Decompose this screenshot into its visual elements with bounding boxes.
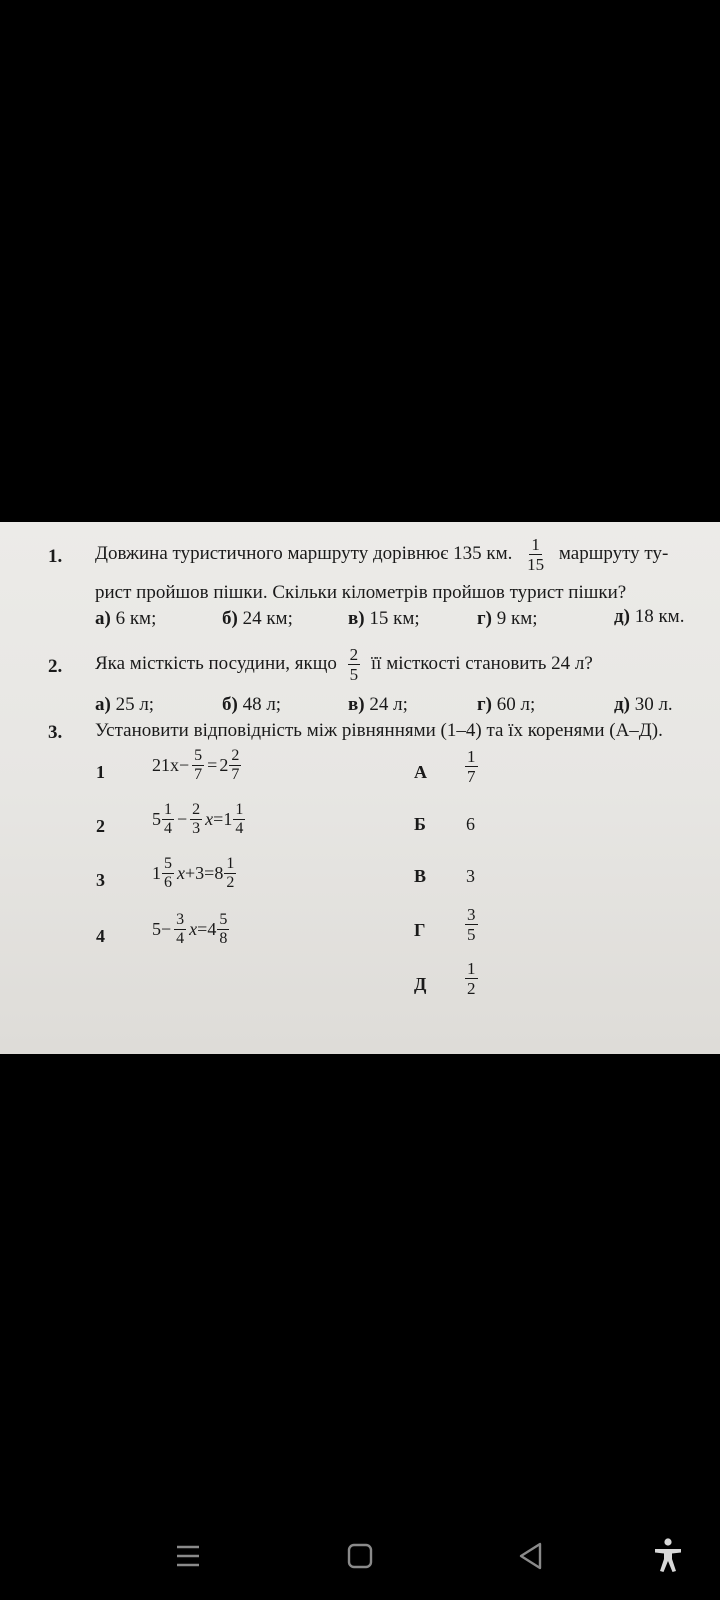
root-e-fraction [465, 960, 478, 997]
q2-option-c-value: 24 л; [369, 694, 408, 715]
equation-1-term: 21x [152, 755, 179, 775]
equation-1-op1: − [179, 755, 190, 775]
q2-option-d-label: г) [477, 694, 492, 715]
q1-option-b-value: 24 км; [242, 608, 293, 629]
root-d-num: 3 [467, 905, 476, 924]
q1-frac-num: 1 [531, 535, 540, 554]
equation-3-frac2-num: 1 [226, 855, 235, 872]
q1-option-b [222, 608, 293, 630]
q3-text: Установити відповідність між рівняннями (1–4) та їх коренями (А–Д). [95, 720, 663, 741]
root-label-c: В [414, 866, 427, 886]
equation-2-frac2-num: 1 [235, 801, 244, 818]
q1-option-c [348, 608, 420, 630]
q1-option-e [614, 606, 684, 628]
root-label-e: Д [414, 974, 427, 994]
equation-1-frac1 [192, 748, 204, 783]
q1-fraction [525, 536, 546, 573]
q1-text-line1 [95, 536, 668, 573]
q1-option-a-value: 6 км; [115, 608, 157, 629]
root-value-b: 6 [466, 814, 475, 834]
q2-option-d [477, 694, 535, 716]
equation-2-frac0 [162, 802, 174, 837]
q1-number: 1. [48, 546, 63, 567]
root-label-d: Г [414, 920, 426, 940]
equation-2-frac1-num: 2 [192, 801, 201, 818]
q1-option-b-label: б) [222, 608, 238, 629]
root-value-d [462, 906, 481, 943]
q2-text-part1: Яка місткість посудини, якщо [95, 652, 337, 674]
recent-apps-button[interactable] [164, 1532, 212, 1580]
equation-1-number: 1 [96, 762, 105, 782]
system-navigation-bar [0, 1512, 720, 1600]
equation-1-frac1-num: 5 [194, 747, 203, 764]
q2-text-part2: її місткості становить 24 л? [370, 652, 593, 674]
q2-option-b [222, 694, 281, 716]
home-button[interactable] [336, 1532, 384, 1580]
equation-4-whole0: 5 [152, 919, 161, 939]
equation-4-whole: 4 [207, 919, 217, 939]
q1-option-a-label: а) [95, 608, 111, 629]
equation-3-number: 3 [96, 870, 105, 890]
q1-option-e-value: 18 км. [634, 606, 685, 627]
back-triangle-icon [507, 1532, 555, 1580]
equation-1-frac2-num: 2 [231, 747, 240, 764]
q1-option-d-label: г) [477, 608, 492, 629]
equation-1-frac2-den: 7 [231, 766, 240, 783]
equation-4-frac1-den: 4 [176, 930, 185, 947]
equation-4-op1: − [161, 919, 172, 939]
root-e-den: 2 [467, 979, 476, 998]
equation-3-frac2-den: 2 [226, 874, 235, 891]
equation-3-frac2 [224, 856, 236, 891]
root-value-e [462, 960, 481, 997]
equation-2-frac2-den: 4 [235, 820, 244, 837]
equation-4-number: 4 [96, 926, 105, 946]
q2-option-d-value: 60 л; [496, 694, 536, 715]
root-label-b: Б [414, 814, 426, 834]
equation-3-frac0-den: 6 [164, 874, 172, 891]
equation-1-frac2 [229, 748, 241, 783]
equation-3-whole: 8 [214, 863, 224, 883]
equation-2-frac0-den: 4 [164, 820, 172, 837]
equation-3-frac0-num: 5 [164, 855, 172, 872]
q1-text-part1: Довжина туристичного маршруту дорівнює 135 км. [95, 542, 513, 564]
q1-frac-den: 15 [527, 555, 545, 574]
q2-option-c [348, 694, 408, 716]
q2-option-e-value: 30 л. [634, 694, 673, 715]
equation-3-frac0 [162, 856, 174, 891]
equation-3-variable: x [177, 863, 185, 883]
equation-1 [152, 748, 244, 783]
q1-option-c-label: в) [348, 608, 365, 629]
q2-frac-den: 5 [349, 665, 359, 684]
root-e-num: 1 [467, 959, 476, 978]
q2-option-b-label: б) [222, 694, 238, 715]
q2-option-c-label: в) [348, 694, 365, 715]
q2-option-a-value: 25 л; [115, 694, 155, 715]
root-a-den: 7 [467, 767, 476, 786]
accessibility-icon [644, 1532, 692, 1580]
equation-3-equals: = [204, 863, 215, 883]
equation-4-frac1 [174, 912, 186, 947]
equation-4-frac2-den: 8 [219, 930, 228, 947]
equation-2-whole: 1 [223, 809, 233, 829]
q2-option-e-label: д) [614, 694, 630, 715]
q1-option-e-label: д) [614, 606, 630, 627]
equation-3-plus: +3 [185, 863, 205, 883]
menu-icon [164, 1532, 212, 1580]
root-value-c: 3 [466, 866, 475, 886]
equation-3-whole0: 1 [152, 863, 161, 883]
equation-2-whole0: 5 [152, 809, 161, 829]
equation-2-frac1 [190, 802, 202, 837]
equation-2-equals: = [213, 809, 224, 829]
root-value-a [462, 748, 481, 785]
q2-fraction [348, 646, 361, 683]
equation-1-whole: 2 [219, 755, 229, 775]
equation-2-op1: − [177, 809, 188, 829]
equation-4-equals: = [197, 919, 208, 939]
root-d-den: 5 [467, 925, 476, 944]
equation-4-frac2 [217, 912, 229, 947]
accessibility-button[interactable] [644, 1532, 692, 1580]
root-a-num: 1 [467, 747, 476, 766]
equation-2 [152, 802, 248, 837]
equation-1-equals: = [207, 755, 218, 775]
equation-2-variable: x [205, 809, 214, 829]
q2-text-line [95, 646, 593, 683]
equation-4-frac2-num: 5 [219, 911, 228, 928]
root-a-fraction [465, 748, 478, 785]
q2-number: 2. [48, 656, 63, 677]
equation-4-variable: x [189, 919, 198, 939]
q2-option-e [614, 694, 673, 716]
equation-4-frac1-num: 3 [176, 911, 185, 928]
back-button[interactable] [507, 1532, 555, 1580]
q1-text-part2: маршруту ту- [558, 542, 669, 564]
equation-1-frac1-den: 7 [194, 766, 203, 783]
equation-3 [152, 856, 239, 891]
root-d-fraction [465, 906, 478, 943]
worksheet-photo [0, 522, 720, 1054]
q2-frac-num: 2 [349, 645, 359, 664]
q1-text-line2: рист пройшов пішки. Скільки кілометрів пройшов турист пішки? [95, 582, 627, 603]
q1-option-a [95, 608, 156, 630]
equation-2-frac2 [233, 802, 245, 837]
equation-2-frac1-den: 3 [192, 820, 201, 837]
home-square-icon [336, 1532, 384, 1580]
q2-option-a [95, 694, 154, 716]
equation-2-frac0-num: 1 [164, 801, 172, 818]
q1-option-c-value: 15 км; [369, 608, 420, 629]
q1-option-d-value: 9 км; [496, 608, 538, 629]
q2-option-b-value: 48 л; [242, 694, 282, 715]
root-label-a: А [414, 762, 427, 782]
q1-option-d [477, 608, 538, 630]
q3-number: 3. [48, 722, 63, 743]
equation-4 [152, 912, 232, 947]
q2-option-a-label: а) [95, 694, 111, 715]
equation-2-number: 2 [96, 816, 105, 836]
